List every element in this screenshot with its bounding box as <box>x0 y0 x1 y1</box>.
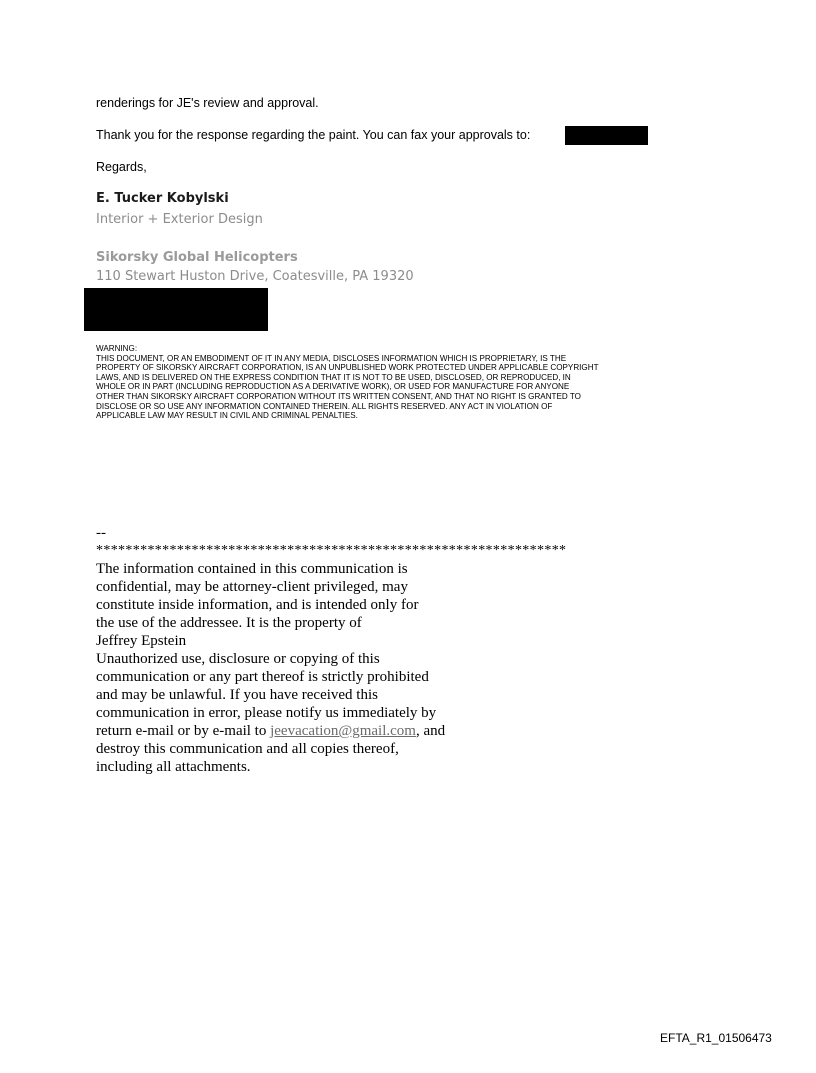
warning-line: THIS DOCUMENT, OR AN EMBODIMENT OF IT IN ANY MEDIA, DISCLOSES INFORMATION WHICH IS PROPRIETARY, IS THE <box>96 353 567 363</box>
warning-line: DISCLOSE OR SO USE ANY INFORMATION CONTAINED THEREIN. ALL RIGHTS RESERVED. ANY ACT IN VIOLATION OF <box>96 401 553 411</box>
disclaimer-line-email <box>96 722 566 740</box>
signature-title: Interior + Exterior Design <box>96 212 263 227</box>
body-line-1: renderings for JE's review and approval. <box>96 96 319 110</box>
disclaimer-line: constitute inside information, and is intended only for <box>96 597 419 613</box>
signature-name: E. Tucker Kobylski <box>96 191 229 206</box>
disclaimer-line: the use of the addressee. It is the property of <box>96 615 362 631</box>
warning-line: LAWS, AND IS DELIVERED ON THE EXPRESS CONDITION THAT IT IS NOT TO BE USED, DISCLOSED, OR REPRODUCED, IN <box>96 372 571 382</box>
disclaimer-line: including all attachments. <box>96 759 251 775</box>
separator-dashes: -- <box>96 525 106 541</box>
signature-address: 110 Stewart Huston Drive, Coatesville, PA 19320 <box>96 269 414 284</box>
disclaimer-line: Unauthorized use, disclosure or copying of this <box>96 651 380 667</box>
warning-heading: WARNING: <box>96 344 138 353</box>
warning-line: WHOLE OR IN PART (INCLUDING REPRODUCTION AS A DERIVATIVE WORK), OR USED FOR MANUFACTURE FOR ANYONE <box>96 382 570 392</box>
disclaimer-line: communication in error, please notify us immediately by <box>96 705 437 721</box>
disclaimer-block <box>96 524 566 776</box>
disclaimer-email-suffix: , and <box>415 723 446 739</box>
warning-line: OTHER THAN SIKORSKY AIRCRAFT CORPORATION WITHOUT ITS WRITTEN CONSENT, AND THAT NO RIGHT IS GRANTED TO <box>96 391 581 401</box>
signature-company: Sikorsky Global Helicopters <box>96 250 298 265</box>
disclaimer-line: communication or any part thereof is strictly prohibited <box>96 669 429 685</box>
disclaimer-line: Jeffrey Epstein <box>96 633 187 649</box>
disclaimer-line: The information contained in this communication is <box>96 561 408 577</box>
closing-text: Regards, <box>96 160 147 174</box>
redaction-contact-block <box>84 288 268 331</box>
separator-stars: **************************************************************** <box>96 543 567 558</box>
disclaimer-line: destroy this communication and all copies thereof, <box>96 741 399 757</box>
disclaimer-line: and may be unlawful. If you have received this <box>96 687 378 703</box>
redaction-fax-number <box>565 126 648 145</box>
body-line-2: Thank you for the response regarding the paint. You can fax your approvals to: <box>96 128 531 142</box>
email-link[interactable]: jeevacation@gmail.com <box>270 723 416 739</box>
warning-line: PROPERTY OF SIKORSKY AIRCRAFT CORPORATION, IS AN UNPUBLISHED WORK PROTECTED UNDER APPLICABLE COPYRIGHT <box>96 363 599 373</box>
warning-line: APPLICABLE LAW MAY RESULT IN CIVIL AND CRIMINAL PENALTIES. <box>96 411 358 421</box>
document-id: EFTA_R1_01506473 <box>660 1031 772 1045</box>
warning-block <box>96 344 736 421</box>
disclaimer-line: confidential, may be attorney-client privileged, may <box>96 579 408 595</box>
disclaimer-email-prefix: return e-mail or by e-mail to <box>96 723 271 739</box>
